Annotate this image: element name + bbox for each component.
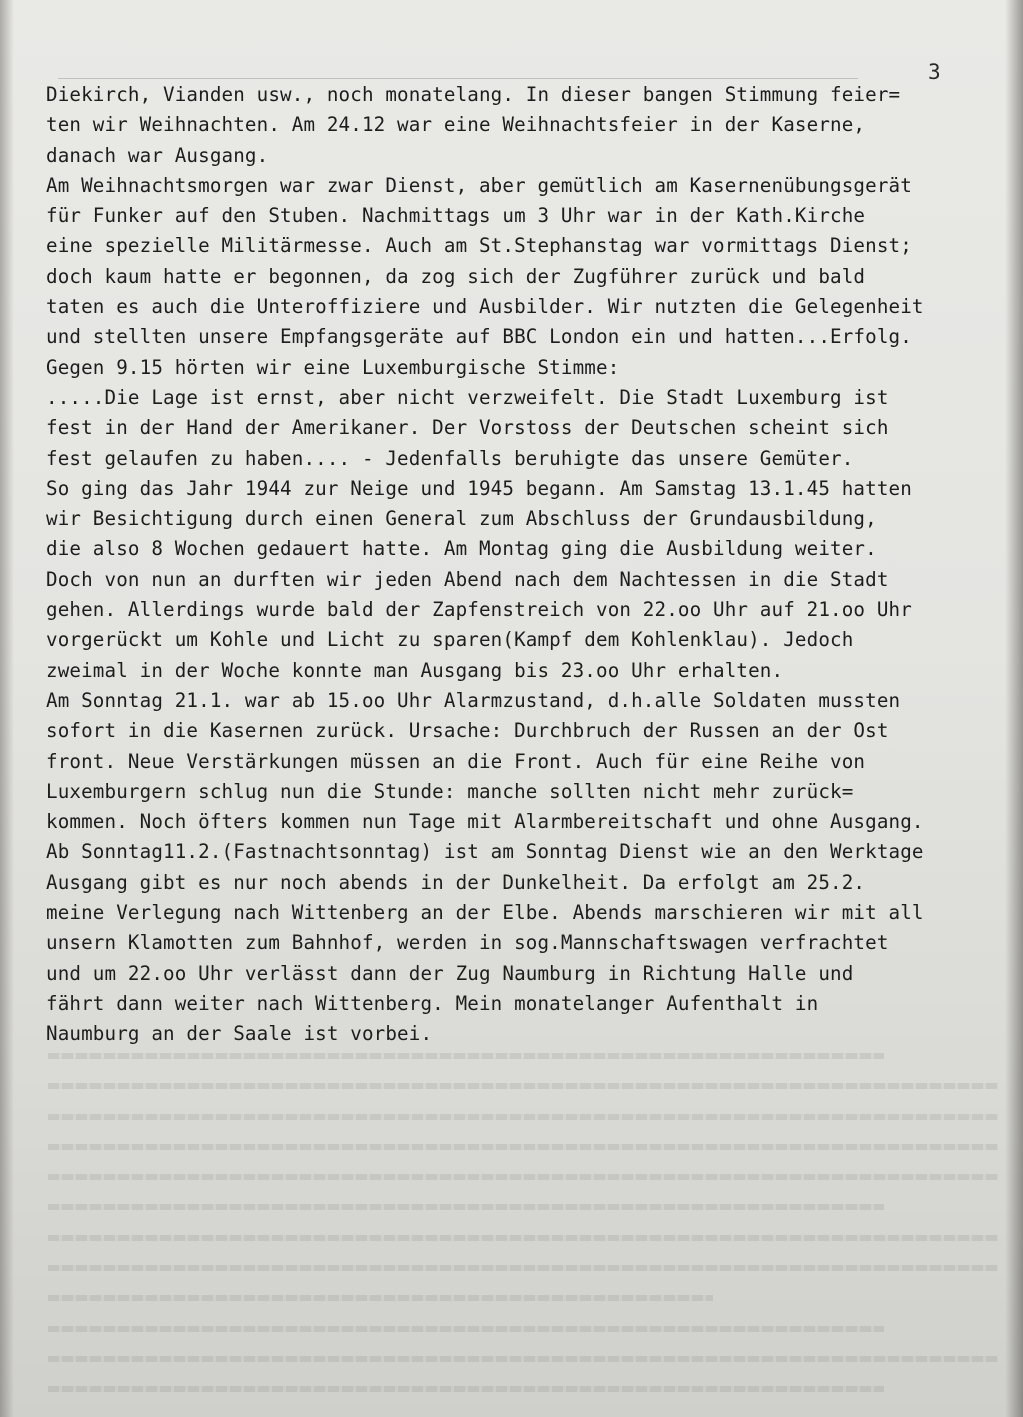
text-line: und um 22.oo Uhr verlässt dann der Zug Naumburg in Richtung Halle und <box>46 961 854 985</box>
text-line: danach war Ausgang. <box>46 143 269 167</box>
bleed-through-line <box>48 1040 998 1070</box>
text-line: doch kaum hatte er begonnen, da zog sich der Zugführer zurück und bald <box>46 264 866 288</box>
page-number: 3 <box>928 60 941 84</box>
text-line: fährt dann weiter nach Wittenberg. Mein monatelanger Aufenthalt in <box>46 991 819 1015</box>
bleed-through-line <box>48 1131 998 1161</box>
text-line: Gegen 9.15 hörten wir eine Luxemburgische Stimme: <box>46 355 620 379</box>
text-line: Ausgang gibt es nur noch abends in der Dunkelheit. Da erfolgt am 25.2. <box>46 870 866 894</box>
text-line: die also 8 Wochen gedauert hatte. Am Montag ging die Ausbildung weiter. <box>46 537 877 561</box>
text-line: So ging das Jahr 1944 zur Neige und 1945 begann. Am Samstag 13.1.45 hatten <box>46 476 912 500</box>
text-line: sofort in die Kasernen zurück. Ursache: Durchbruch der Russen an der Ost <box>46 719 889 743</box>
text-line: fest gelaufen zu haben.... - Jedenfalls beruhigte das unsere Gemüter. <box>46 446 854 470</box>
text-line: wir Besichtigung durch einen General zum Abschluss der Grundausbildung, <box>46 507 877 531</box>
text-line: kommen. Noch öfters kommen nun Tage mit Alarmbereitschaft und ohne Ausgang. <box>46 810 924 834</box>
bleed-through-line <box>48 1282 998 1312</box>
bleed-through-line <box>48 1070 998 1100</box>
text-line: und stellten unsere Empfangsgeräte auf BBC London ein und hatten...Erfolg. <box>46 325 912 349</box>
bleed-through-header <box>58 52 858 79</box>
text-line: unsern Klamotten zum Bahnhof, werden in sog.Mannschaftswagen verfrachtet <box>46 931 889 955</box>
bleed-through-text <box>48 1040 998 1400</box>
text-line: gehen. Allerdings wurde bald der Zapfenstreich von 22.oo Uhr auf 21.oo Uhr <box>46 598 912 622</box>
text-line: fest in der Hand der Amerikaner. Der Vorstoss der Deutschen scheint sich <box>46 416 889 440</box>
text-line: Doch von nun an durften wir jeden Abend nach dem Nachtessen in die Stadt <box>46 567 889 591</box>
text-line: Naumburg an der Saale ist vorbei. <box>46 1022 433 1046</box>
text-line: Ab Sonntag11.2.(Fastnachtsonntag) ist am Sonntag Dienst wie an den Werktage <box>46 840 924 864</box>
text-line: Diekirch, Vianden usw., noch monatelang. In dieser bangen Stimmung feier= <box>46 83 901 106</box>
typewritten-body <box>46 80 1011 1050</box>
bleed-through-line <box>48 1161 998 1191</box>
text-line: Am Sonntag 21.1. war ab 15.oo Uhr Alarmzustand, d.h.alle Soldaten mussten <box>46 688 901 712</box>
bleed-through-line <box>48 1101 998 1131</box>
text-line: front. Neue Verstärkungen müssen an die Front. Auch für eine Reihe von <box>46 749 866 773</box>
bleed-through-line <box>48 1222 998 1252</box>
bleed-through-line <box>48 1313 998 1343</box>
text-line: eine spezielle Militärmesse. Auch am St.Stephanstag war vormittags Dienst; <box>46 234 912 258</box>
text-line: zweimal in der Woche konnte man Ausgang bis 23.oo Uhr erhalten. <box>46 658 784 682</box>
text-line: .....Die Lage ist ernst, aber nicht verzweifelt. Die Stadt Luxemburg ist <box>46 385 889 409</box>
bleed-through-line <box>48 1252 998 1282</box>
page-edge-shadow-left <box>0 0 14 1417</box>
text-line: Luxemburgern schlug nun die Stunde: manche sollten nicht mehr zurück= <box>46 779 854 803</box>
text-line: taten es auch die Unteroffiziere und Ausbilder. Wir nutzten die Gelegenheit <box>46 295 924 319</box>
bleed-through-line <box>48 1373 998 1400</box>
text-line: für Funker auf den Stuben. Nachmittags um 3 Uhr war in der Kath.Kirche <box>46 204 866 228</box>
text-line: vorgerückt um Kohle und Licht zu sparen(Kampf dem Kohlenklau). Jedoch <box>46 628 854 652</box>
text-line: Am Weihnachtsmorgen war zwar Dienst, aber gemütlich am Kasernenübungsgerät <box>46 173 912 197</box>
bleed-through-line <box>48 1191 998 1221</box>
text-line: ten wir Weihnachten. Am 24.12 war eine Weihnachtsfeier in der Kaserne, <box>46 113 866 137</box>
text-line: meine Verlegung nach Wittenberg an der Elbe. Abends marschieren wir mit all <box>46 901 924 925</box>
bleed-through-line <box>48 1343 998 1373</box>
